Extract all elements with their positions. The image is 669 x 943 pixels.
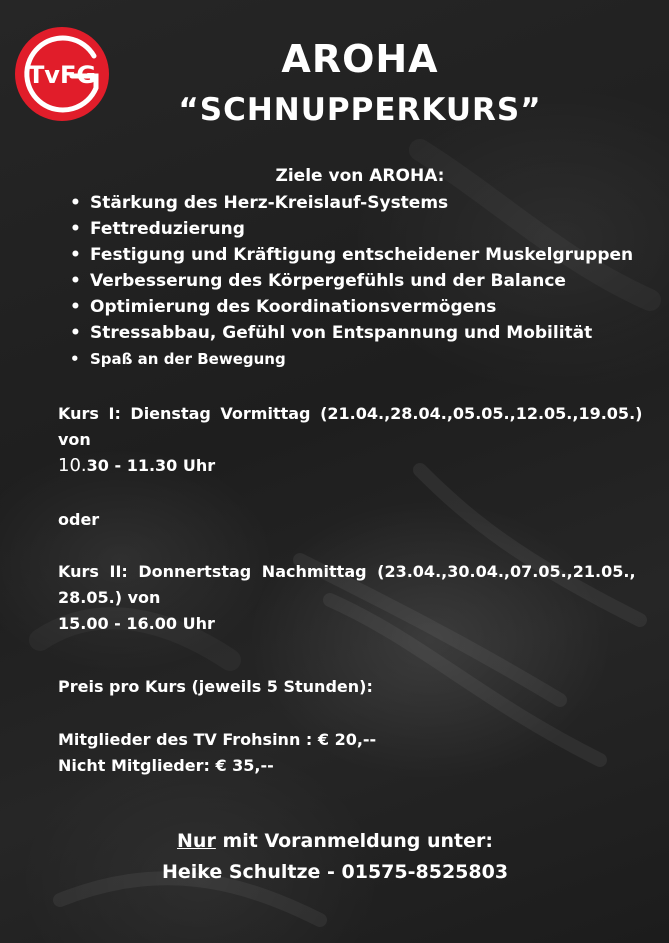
- course-1-from: von: [58, 430, 91, 449]
- price-members: Mitglieder des TV Frohsinn : € 20,--: [58, 730, 377, 749]
- goal-item: • Verbesserung des Körpergefühls und der Balance: [68, 268, 633, 294]
- course-1-schedule: Kurs I: Dienstag Vormittag (21.04.,28.04.,05.05.,12.05.,19.05.): [58, 404, 643, 423]
- goal-item: • Stärkung des Herz-Kreislauf-Systems: [68, 190, 633, 216]
- logo-text: TvFG: [27, 61, 97, 89]
- goals-heading: Ziele von AROHA:: [275, 166, 445, 186]
- price-non-members: Nicht Mitglieder: € 35,--: [58, 756, 274, 775]
- contact-block: [100, 826, 570, 888]
- course-1-time-rest: 30 - 11.30 Uhr: [86, 456, 216, 475]
- course-2-block: [58, 559, 648, 637]
- goal-item: • Festigung und Kräftigung entscheidener Muskelgruppen: [68, 242, 633, 268]
- separator-oder: oder: [58, 510, 100, 529]
- course-1-time-lead: 10.: [58, 455, 87, 476]
- goal-item: • Fettreduzierung: [68, 216, 633, 242]
- page-title: AROHA: [281, 37, 439, 81]
- goal-item: • Stressabbau, Gefühl von Entspannung und Mobilität: [68, 320, 633, 346]
- page-subtitle: “SCHNUPPERKURS”: [178, 92, 542, 128]
- tvfg-logo-icon: [14, 26, 110, 122]
- contact-line-1: [100, 826, 570, 857]
- goal-item: • Optimierung des Koordinationsvermögens: [68, 294, 633, 320]
- goal-item: • Spaß an der Bewegung: [68, 346, 633, 372]
- goals-list: [68, 190, 633, 372]
- course-1-time: [58, 453, 648, 479]
- course-2-dates-cont: 28.05.) von: [58, 588, 161, 607]
- contact-emphasis: Nur: [177, 830, 216, 852]
- contact-line-1-rest: mit Voranmeldung unter:: [215, 830, 493, 852]
- price-heading: Preis pro Kurs (jeweils 5 Stunden):: [58, 677, 373, 696]
- price-list: [58, 727, 376, 779]
- contact-phone: Heike Schultze - 01575-8525803: [161, 861, 509, 883]
- course-2-time: 15.00 - 16.00 Uhr: [58, 614, 215, 633]
- course-2-schedule: Kurs II: Donnertstag Nachmittag (23.04.,30.04.,07.05.,21.05.,: [58, 562, 636, 581]
- course-1-block: [58, 401, 648, 479]
